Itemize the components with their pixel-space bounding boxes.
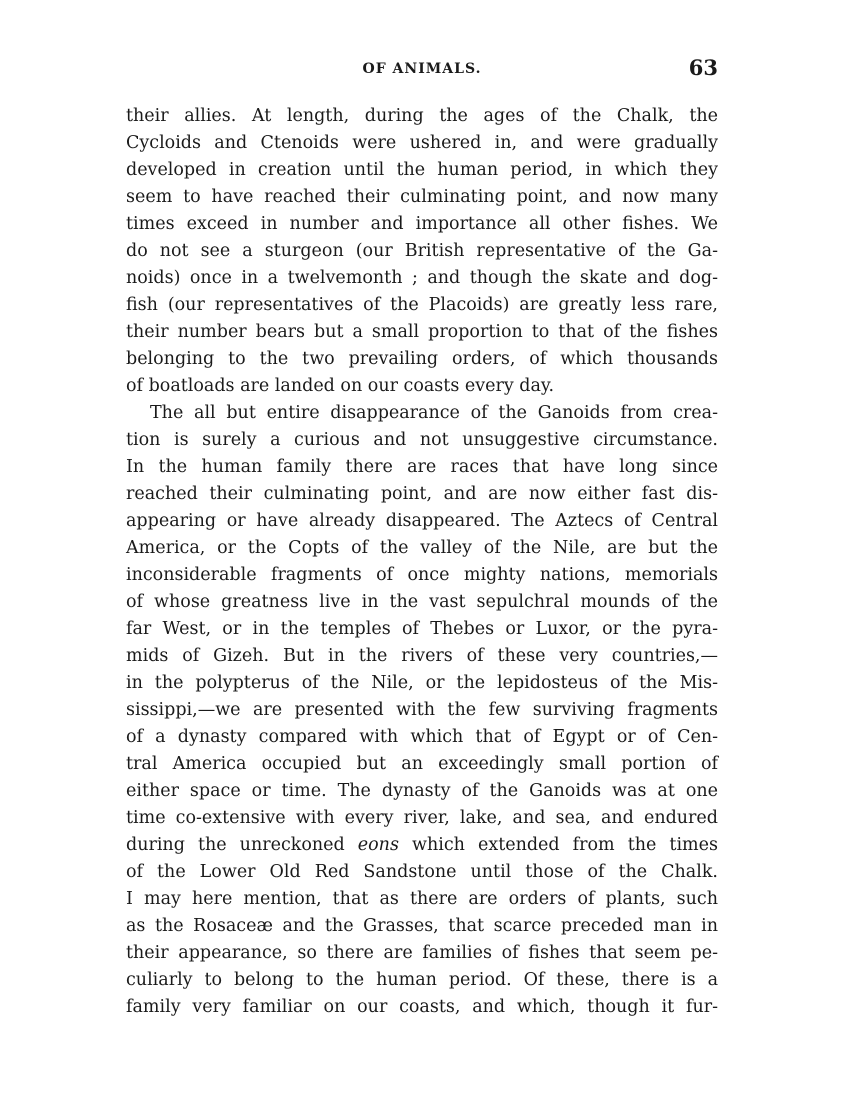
text-line: America, or the Copts of the valley of the Nile, are but the bbox=[126, 538, 718, 558]
italic-word: eons bbox=[357, 835, 399, 855]
text-line: The all but entire disappearance of the Ganoids from crea- bbox=[150, 403, 718, 423]
text-line: culiarly to belong to the human period. Of these, there is a bbox=[126, 970, 718, 990]
text-line: either space or time. The dynasty of the Ganoids was at one bbox=[126, 781, 718, 801]
text-line: far West, or in the temples of Thebes or Luxor, or the pyra- bbox=[126, 619, 718, 639]
text-segment: which extended from the times bbox=[398, 835, 718, 855]
text-line: of whose greatness live in the vast sepulchral mounds of the bbox=[126, 592, 718, 612]
text-line: Cycloids and Ctenoids were ushered in, and were gradually bbox=[126, 133, 718, 153]
text-line: tion is surely a curious and not unsuggestive circumstance. bbox=[126, 430, 718, 450]
text-line: noids) once in a twelvemonth ; and though the skate and dog- bbox=[126, 268, 718, 288]
text-segment: during the unreckoned bbox=[126, 835, 358, 855]
text-line: sissippi,—we are presented with the few surviving fragments bbox=[126, 700, 718, 720]
text-line: of the Lower Old Red Sandstone until those of the Chalk. bbox=[126, 862, 718, 882]
text-line: seem to have reached their culminating point, and now many bbox=[126, 187, 718, 207]
text-line: in the polypterus of the Nile, or the lepidosteus of the Mis- bbox=[126, 673, 718, 693]
text-line: mids of Gizeh. But in the rivers of these very countries,— bbox=[126, 646, 718, 666]
text-line: do not see a sturgeon (our British representative of the Ga- bbox=[126, 241, 718, 261]
text-line: family very familiar on our coasts, and which, though it fur- bbox=[126, 997, 718, 1017]
text-line: I may here mention, that as there are orders of plants, such bbox=[126, 889, 718, 909]
text-line: tral America occupied but an exceedingly small portion of bbox=[126, 754, 718, 774]
text-line: developed in creation until the human period, in which they bbox=[126, 160, 718, 180]
text-line: belonging to the two prevailing orders, of which thousands bbox=[126, 349, 718, 369]
text-line: fish (our representatives of the Placoids) are greatly less rare, bbox=[126, 295, 718, 315]
text-line: their appearance, so there are families of fishes that seem pe- bbox=[126, 943, 718, 963]
running-title: OF ANIMALS. bbox=[362, 61, 482, 77]
running-head bbox=[126, 55, 718, 85]
text-line: time co-extensive with every river, lake, and sea, and endured bbox=[126, 808, 718, 828]
text-line: of a dynasty compared with which that of Egypt or of Cen- bbox=[126, 727, 718, 747]
text-line: their allies. At length, during the ages of the Chalk, the bbox=[126, 106, 718, 126]
page-number: 63 bbox=[688, 55, 718, 80]
text-line: inconsiderable fragments of once mighty nations, memorials bbox=[126, 565, 718, 585]
text-line-with-italic bbox=[126, 832, 718, 859]
text-line: of boatloads are landed on our coasts every day. bbox=[126, 376, 555, 396]
text-line: their number bears but a small proportion to that of the fishes bbox=[126, 322, 718, 342]
text-line: appearing or have already disappeared. The Aztecs of Central bbox=[126, 511, 718, 531]
text-line: times exceed in number and importance all other fishes. We bbox=[126, 214, 718, 234]
text-line: reached their culminating point, and are now either fast dis- bbox=[126, 484, 718, 504]
text-line: In the human family there are races that have long since bbox=[126, 457, 718, 477]
text-line: as the Rosaceæ and the Grasses, that scarce preceded man in bbox=[126, 916, 718, 936]
